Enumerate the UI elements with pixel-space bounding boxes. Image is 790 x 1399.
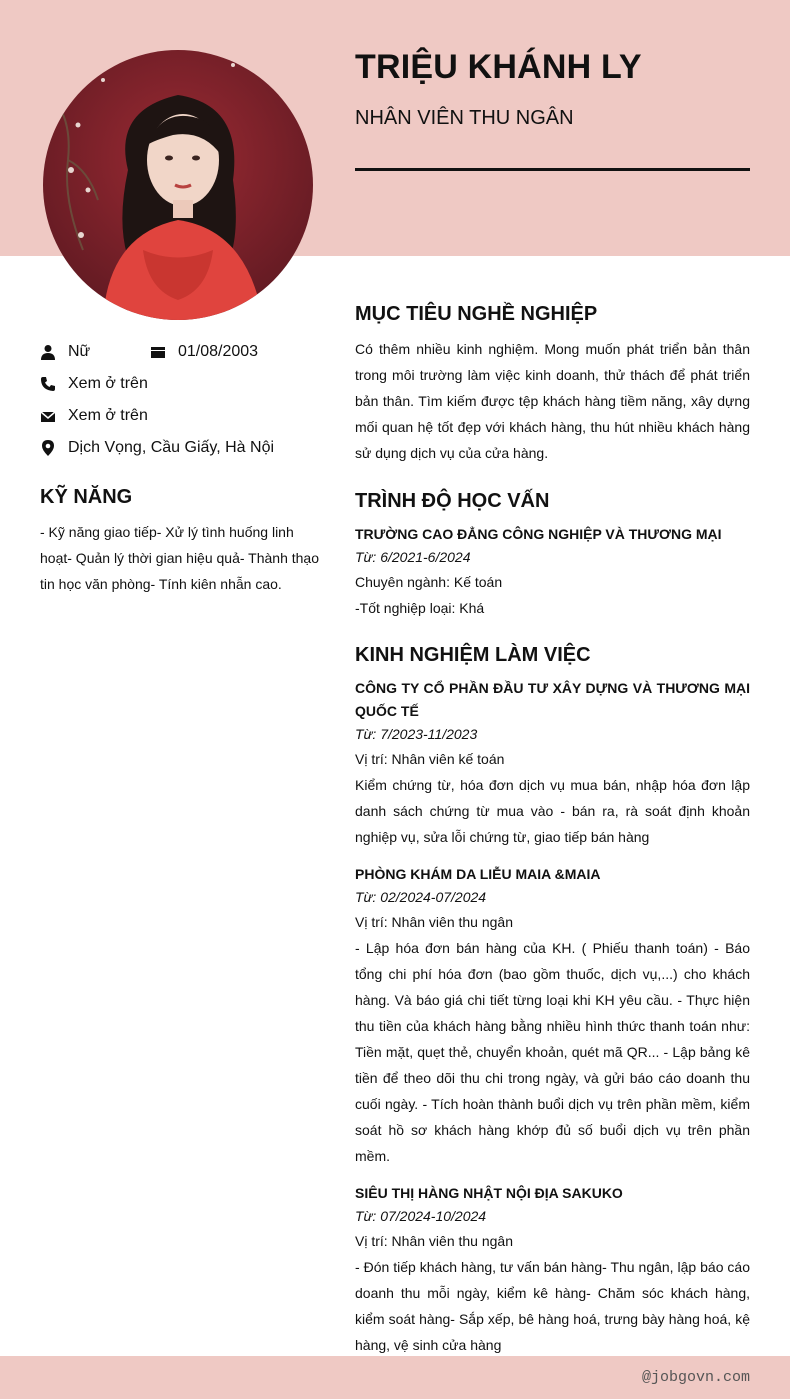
gender-row xyxy=(40,343,90,361)
experience-item xyxy=(355,677,750,850)
job-period: Từ: 07/2024-10/2024 xyxy=(355,1208,487,1224)
candidate-position: NHÂN VIÊN THU NGÂN xyxy=(355,107,574,129)
watermark: @jobgovn.com xyxy=(641,1369,750,1386)
profile-photo-image xyxy=(43,50,313,320)
gender-value: Nữ xyxy=(68,343,91,360)
main-content xyxy=(355,300,750,1358)
job-company: CÔNG TY CỔ PHẦN ĐẦU TƯ XÂY DỰNG VÀ THƯƠNG MẠI QUỐC TẾ xyxy=(355,680,750,719)
title-divider xyxy=(355,168,750,171)
objective-text: Có thêm nhiều kinh nghiệm. Mong muốn phát triển bản thân trong môi trường làm việc kinh doanh, thử thách để phát triển bản thân. Tìm kiếm được tệp khách hàng tiềm năng, xây dựng mối quan hệ tốt đẹp với khách hàng, thu hút nhiều khách hàng sử dụng dịch vụ của cửa hàng. xyxy=(355,341,750,461)
phone-icon xyxy=(40,376,56,392)
email-row xyxy=(40,407,148,425)
education-school: TRƯỜNG CAO ĐẲNG CÔNG NGHIỆP VÀ THƯƠNG MẠI xyxy=(355,526,722,542)
education-title: TRÌNH ĐỘ HỌC VẤN xyxy=(355,490,550,512)
education-period: Từ: 6/2021-6/2024 xyxy=(355,549,471,565)
job-role: Vị trí: Nhân viên thu ngân xyxy=(355,1233,513,1249)
candidate-name: TRIỆU KHÁNH LY xyxy=(355,48,642,86)
calendar-icon xyxy=(150,344,166,360)
person-icon xyxy=(40,344,56,360)
objective-title: MỤC TIÊU NGHỀ NGHIỆP xyxy=(355,303,598,325)
email-value: Xem ở trên xyxy=(68,407,148,424)
job-description: Kiểm chứng từ, hóa đơn dịch vụ mua bán, nhập hóa đơn lập danh sách chứng từ mua vào - bán ra, rà soát định khoản nghiệp vụ, sửa lỗi chứng từ, giao tiếp bán hàng xyxy=(355,777,750,845)
job-role: Vị trí: Nhân viên thu ngân xyxy=(355,914,513,930)
address-value: Dịch Vọng, Cầu Giấy, Hà Nội xyxy=(68,439,275,456)
job-company: PHÒNG KHÁM DA LIỄU MAIA &MAIA xyxy=(355,866,601,882)
profile-photo xyxy=(43,50,313,320)
skills-title: KỸ NĂNG xyxy=(40,486,133,508)
job-company: SIÊU THỊ HÀNG NHẬT NỘI ĐỊA SAKUKO xyxy=(355,1185,623,1201)
address-row xyxy=(40,439,274,457)
job-description: - Lập hóa đơn bán hàng của KH. ( Phiếu thanh toán) - Báo tổng chi phí hóa đơn (bao gồm thuốc, dịch vụ,...) cho khách hàng. Và báo giá chi tiết từng loại khi KH yêu cầu. - Thực hiện thu tiền của khách hàng bằng nhiều hình thức thanh toán như: Tiền mặt, quẹt thẻ, chuyển khoản, quét mã QR... - Lập bảng kê tiền để theo dõi thu chi trong ngày, và gửi báo cáo doanh thu cuối ngày. - Tích hoàn thành buổi dịch vụ trên phần mềm, kiểm soát hồ sơ khách hàng khớp đủ số buổi dịch vụ trên phần mềm. xyxy=(355,940,750,1164)
education-grade: -Tốt nghiệp loại: Khá xyxy=(355,600,485,616)
job-period: Từ: 7/2023-11/2023 xyxy=(355,726,478,742)
location-pin-icon xyxy=(40,440,56,456)
job-role: Vị trí: Nhân viên kế toán xyxy=(355,751,505,767)
job-description: - Đón tiếp khách hàng, tư vấn bán hàng- Thu ngân, lập báo cáo doanh thu mỗi ngày, kiểm kê hàng- Chăm sóc khách hàng, kiểm soát hàng- Sắp xếp, bê hàng hoá, trưng bày hàng hoá, kệ hàng, vệ sinh cửa hàng xyxy=(355,1259,750,1353)
skills-text: - Kỹ năng giao tiếp- Xử lý tình huống linh hoạt- Quản lý thời gian hiệu quả- Thành thạo tin học văn phòng- Tính kiên nhẫn cao. xyxy=(40,524,320,592)
experience-title: KINH NGHIỆM LÀM VIỆC xyxy=(355,644,591,666)
phone-value: Xem ở trên xyxy=(68,375,148,392)
education-major: Chuyên ngành: Kế toán xyxy=(355,574,503,590)
birthdate-value: 01/08/2003 xyxy=(178,343,259,360)
experience-item xyxy=(355,1182,750,1358)
phone-row xyxy=(40,375,148,393)
birthdate-row xyxy=(150,343,258,361)
mail-icon xyxy=(40,408,56,424)
job-period: Từ: 02/2024-07/2024 xyxy=(355,889,487,905)
experience-item xyxy=(355,863,750,1169)
